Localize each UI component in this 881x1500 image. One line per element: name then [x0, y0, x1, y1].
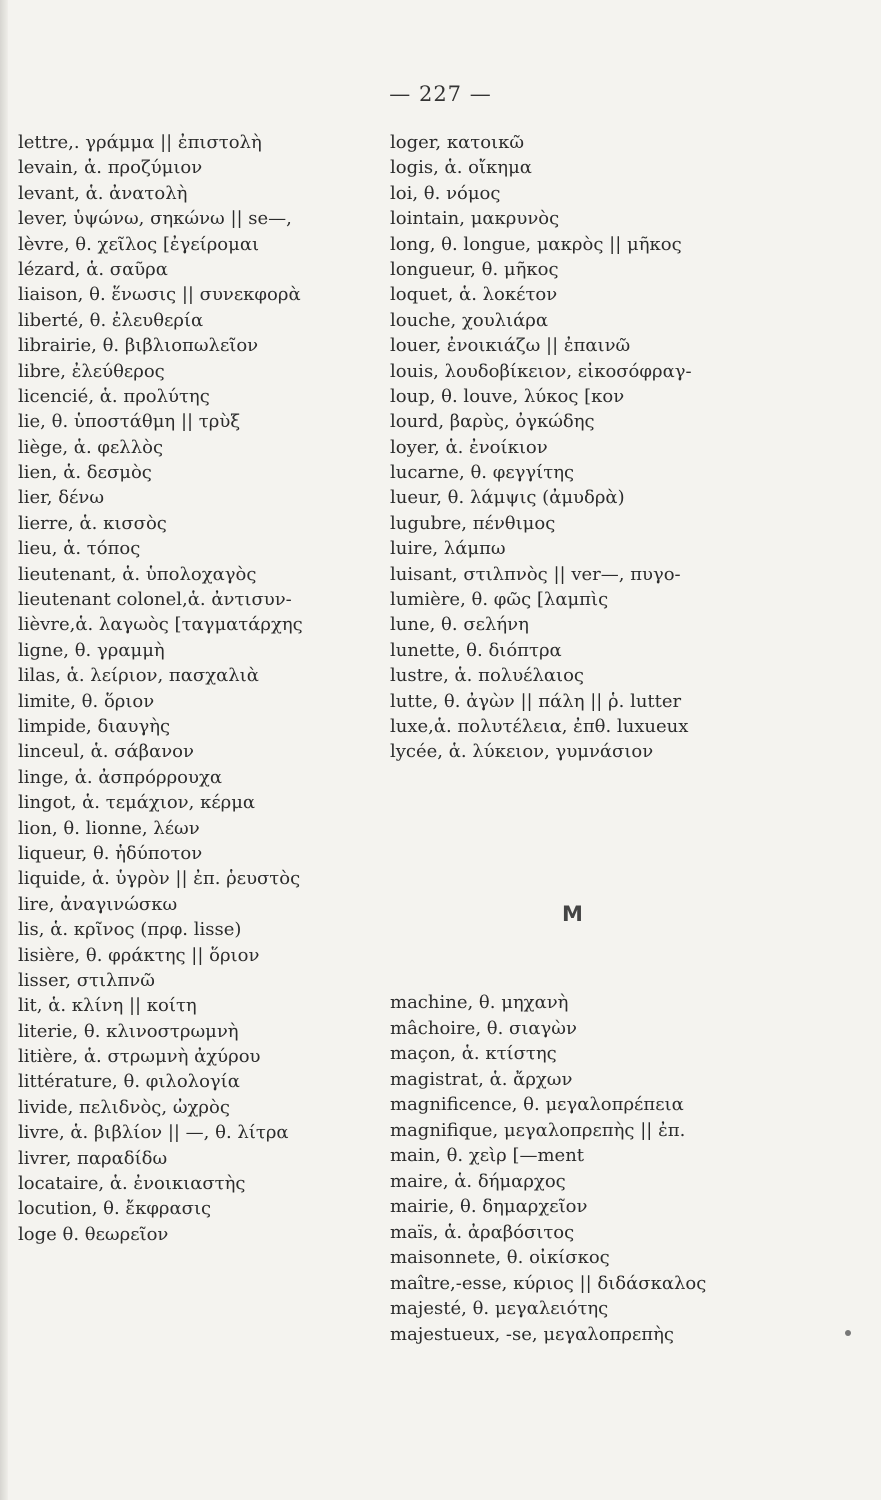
- dictionary-entry: majestueux, -se, μεγαλοπρεπὴς: [390, 1323, 674, 1345]
- dictionary-entry: lis, ἁ. κρῖνος (πρφ. lisse): [18, 919, 242, 941]
- dictionary-entry: longueur, θ. μῆκος: [390, 258, 559, 280]
- dictionary-entry: lingot, ἁ. τεμάχιον, κέρμα: [18, 792, 256, 814]
- dictionary-entry: levain, ἁ. προζύμιον: [18, 157, 203, 179]
- dictionary-entry: lutte, θ. ἀγὼν || πάλη || ῥ. lutter: [390, 690, 682, 712]
- dictionary-entry: luisant, στιλπνὸς || ver—, πυγο-: [390, 563, 681, 585]
- dictionary-entry: liège, ἁ. φελλὸς: [18, 436, 164, 458]
- dictionary-entry: linge, ἁ. ἀσπρόρρουχα: [18, 766, 223, 788]
- dictionary-entry: main, θ. χεὶρ [—ment: [390, 1145, 585, 1166]
- dictionary-entry: lisière, θ. φράκτης || ὅριον: [18, 944, 260, 966]
- dictionary-entry: lueur, θ. λάμψις (ἀμυδρὰ): [390, 487, 625, 509]
- dictionary-entry: louis, λουδοβίκειον, εἰκοσόφραγ-: [390, 360, 692, 382]
- dictionary-entry: lugubre, πένθιμος: [390, 512, 556, 534]
- dictionary-entry: maître,-esse, κύριος || διδάσκαλος: [390, 1272, 707, 1294]
- dictionary-entry: lit, ἁ. κλίνη || κοίτη: [18, 995, 197, 1017]
- dictionary-entry: maçon, ἁ. κτίστης: [390, 1043, 557, 1064]
- dictionary-entry: lie, θ. ὑποστάθμη || τρὺξ: [18, 411, 241, 433]
- dictionary-entry: lettre,. γράμμα || ἐπιστολὴ: [18, 132, 262, 153]
- dictionary-entry: liqueur, θ. ἡδύποτον: [18, 842, 203, 864]
- dictionary-entry: lion, θ. lionne, λέων: [18, 817, 200, 839]
- dictionary-entry: loup, θ. louve, λύκος [κον: [390, 385, 625, 407]
- left-column: [18, 130, 378, 1247]
- dictionary-entry: livide, πελιδνὸς, ὠχρὸς: [18, 1096, 230, 1118]
- dictionary-entry: linceul, ἁ. σάβανον: [18, 741, 194, 763]
- dictionary-entry: livre, ἁ. βιβλίον || —, θ. λίτρα: [18, 1122, 289, 1144]
- page-number: — 227 —: [389, 82, 492, 106]
- dictionary-entry: lucarne, θ. φεγγίτης: [390, 462, 575, 484]
- right-column: [390, 130, 780, 765]
- dictionary-entry: lumière, θ. φῶς [λαμπὶς: [390, 589, 609, 611]
- dictionary-entry: loge θ. θεωρεῖον: [18, 1223, 169, 1245]
- dictionary-entry: liberté, θ. ἐλευθερία: [18, 309, 204, 331]
- dictionary-entry: louche, χουλιάρα: [390, 309, 549, 331]
- dictionary-entry: magistrat, ἁ. ἄρχων: [390, 1068, 573, 1090]
- dictionary-entry: magnifique, μεγαλοπρεπὴς || ἐπ.: [390, 1119, 686, 1141]
- dictionary-entry: lieutenant colonel,ἁ. ἀντισυν-: [18, 589, 292, 611]
- dictionary-entry: librairie, θ. βιβλιοπωλεῖον: [18, 335, 259, 357]
- dictionary-entry: lier, δένω: [18, 487, 105, 509]
- dictionary-entry: mairie, θ. δημαρχεῖον: [390, 1196, 588, 1217]
- dictionary-entry: maisonnete, θ. οἰκίσκος: [390, 1247, 610, 1268]
- dictionary-entry: lustre, ἁ. πολυέλαιος: [390, 665, 585, 687]
- dictionary-entry: loquet, ἁ. λοκέτον: [390, 284, 558, 306]
- right-column-section-m: [390, 990, 780, 1347]
- dictionary-entry: limite, θ. ὅριον: [18, 690, 155, 712]
- dictionary-entry: lycée, ἁ. λύκειον, γυμνάσιον: [390, 741, 654, 763]
- dictionary-entry: levant, ἁ. ἀνατολὴ: [18, 182, 188, 204]
- dictionary-entry: magnificence, θ. μεγαλοπρέπεια: [390, 1094, 684, 1115]
- dictionary-entry: livrer, παραδίδω: [18, 1147, 168, 1169]
- dictionary-entry: majesté, θ. μεγαλειότης: [390, 1298, 609, 1319]
- dictionary-entry: machine, θ. μηχανὴ: [390, 992, 569, 1013]
- dictionary-entry: lire, ἀναγινώσκω: [18, 893, 178, 915]
- dictionary-entry: locataire, ἁ. ἐνοικιαστὴς: [18, 1173, 246, 1195]
- dictionary-entry: lien, ἁ. δεσμὸς: [18, 462, 152, 484]
- dictionary-entry: lunette, θ. διόπτρα: [390, 639, 562, 661]
- dictionary-entry: loi, θ. νόμος: [390, 182, 501, 204]
- dictionary-entry: luire, λάμπω: [390, 538, 506, 560]
- dictionary-entry: lieu, ἁ. τόπος: [18, 538, 141, 560]
- ink-spot: [845, 1330, 851, 1336]
- dictionary-entry: limpide, διαυγὴς: [18, 715, 171, 737]
- section-letter: M: [562, 902, 583, 926]
- dictionary-entry: licencié, ἁ. προλύτης: [18, 385, 210, 407]
- dictionary-entry: lièvre,ἁ. λαγωὸς [ταγματάρχης: [18, 614, 303, 636]
- dictionary-entry: luxe,ἁ. πολυτέλεια, ἐπθ. luxueux: [390, 715, 689, 737]
- dictionary-entry: lisser, στιλπνῶ: [18, 969, 155, 991]
- dictionary-entry: mâchoire, θ. σιαγὼν: [390, 1017, 577, 1039]
- dictionary-entry: litière, ἁ. στρωμνὴ ἀχύρου: [18, 1046, 261, 1068]
- dictionary-entry: lèvre, θ. χεῖλος [ἐγείρομαι: [18, 233, 260, 255]
- dictionary-entry: ligne, θ. γραμμὴ: [18, 639, 165, 661]
- dictionary-entry: logis, ἁ. οἴκημα: [390, 157, 532, 179]
- dictionary-entry: lointain, μακρυνὸς: [390, 208, 560, 230]
- dictionary-entry: lieutenant, ἁ. ὑπολοχαγὸς: [18, 563, 257, 585]
- dictionary-entry: locution, θ. ἔκφρασις: [18, 1198, 212, 1220]
- dictionary-entry: liquide, ἁ. ὑγρὸν || ἐπ. ῥευστὸς: [18, 868, 301, 890]
- dictionary-entry: lézard, ἁ. σαῦρα: [18, 258, 168, 280]
- dictionary-entry: lune, θ. σελήνη: [390, 614, 529, 636]
- dictionary-entry: littérature, θ. φιλολογία: [18, 1071, 240, 1093]
- dictionary-entry: loyer, ἁ. ἐνοίκιον: [390, 436, 548, 458]
- page-binding-edge: [0, 0, 8, 1500]
- dictionary-entry: louer, ἐνοικιάζω || ἐπαινῶ: [390, 335, 631, 357]
- dictionary-entry: liaison, θ. ἕνωσις || συνεκφορὰ: [18, 284, 301, 306]
- dictionary-entry: lever, ὑψώνω, σηκώνω || se—,: [18, 208, 292, 230]
- dictionary-entry: maïs, ἁ. ἀραβόσιτος: [390, 1221, 575, 1243]
- dictionary-entry: libre, ἐλεύθερος: [18, 360, 165, 382]
- dictionary-entry: lourd, βαρὺς, ὀγκώδης: [390, 411, 595, 433]
- dictionary-entry: loger, κατοικῶ: [390, 132, 525, 153]
- dictionary-entry: long, θ. longue, μακρὸς || μῆκος: [390, 233, 682, 255]
- dictionary-entry: literie, θ. κλινοστρωμνὴ: [18, 1020, 239, 1042]
- dictionary-entry: maire, ἁ. δήμαρχος: [390, 1170, 566, 1192]
- dictionary-entry: lierre, ἁ. κισσὸς: [18, 512, 167, 534]
- dictionary-entry: lilas, ἁ. λείριον, πασχαλιὰ: [18, 665, 259, 687]
